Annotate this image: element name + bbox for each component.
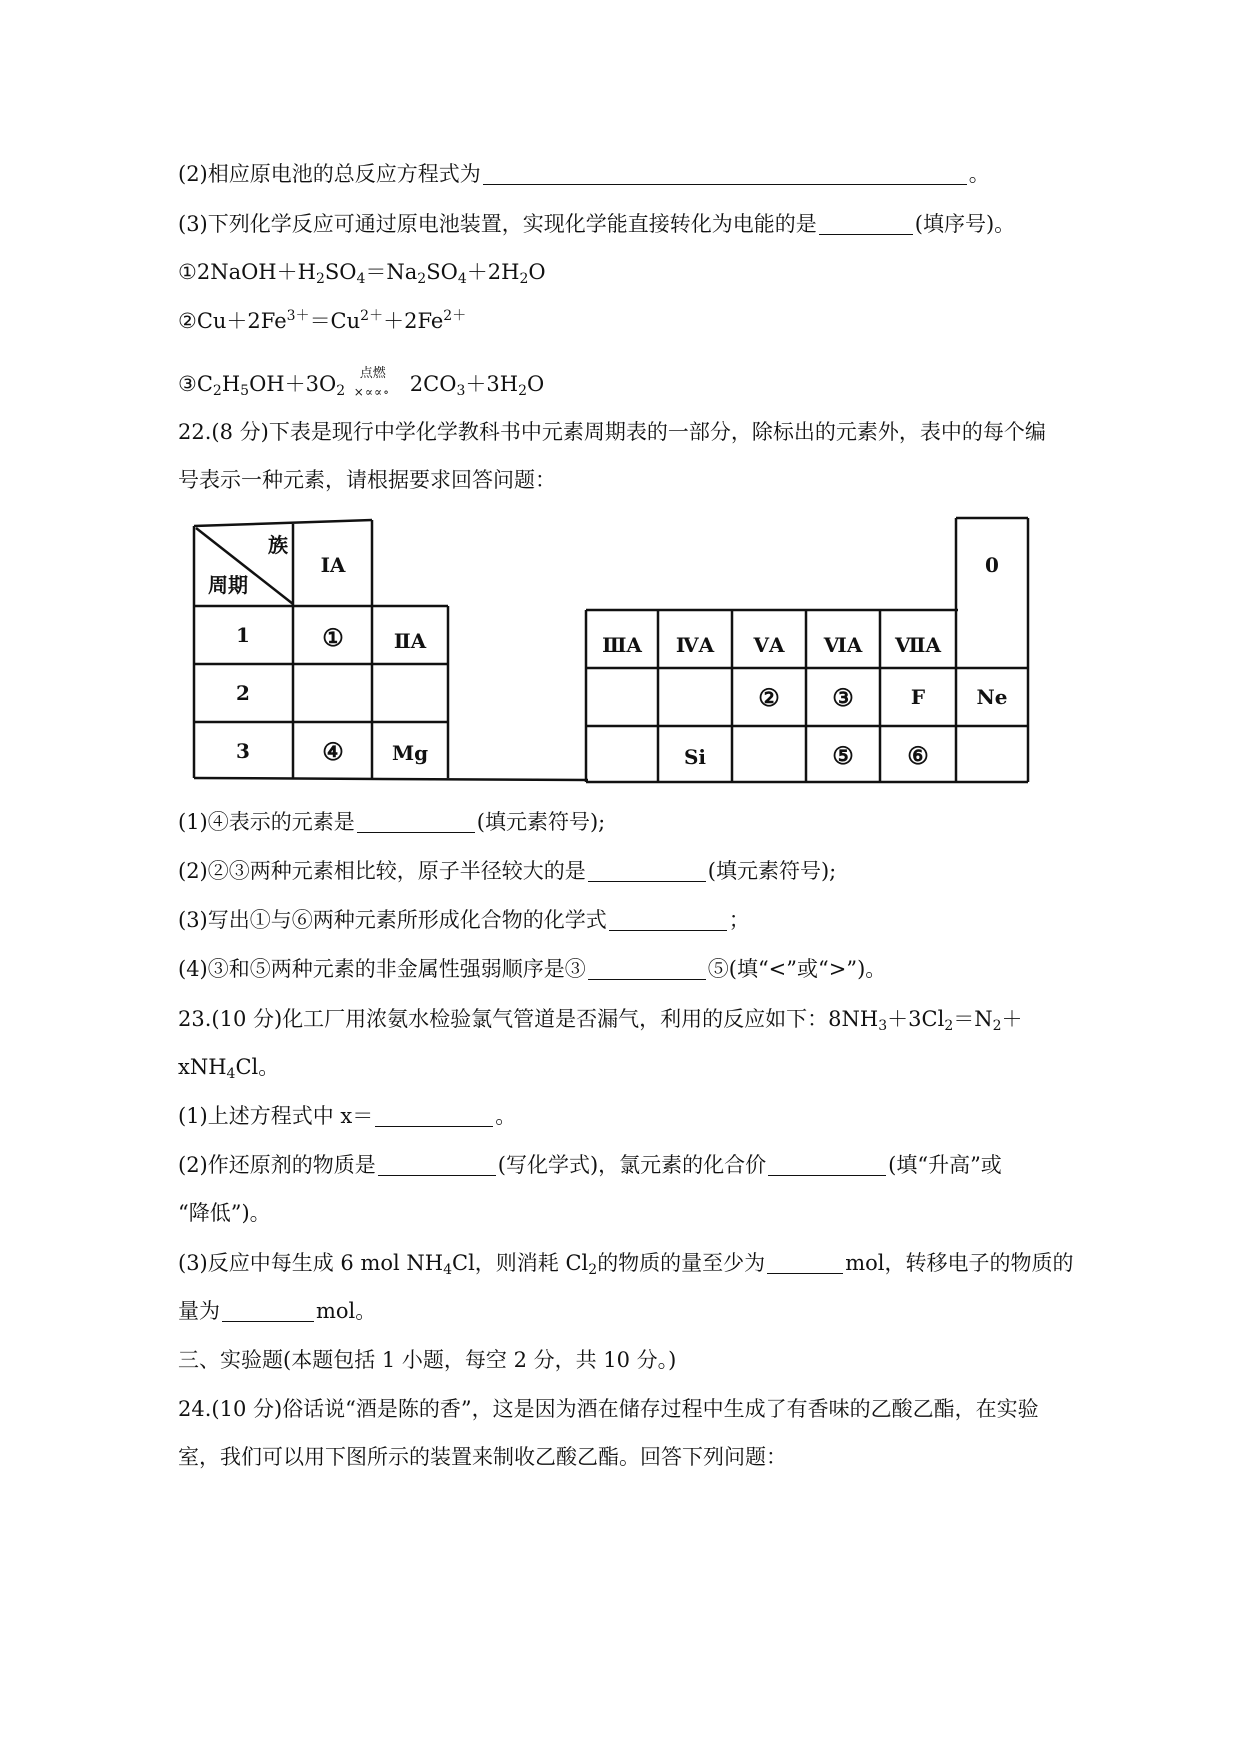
answer-blank[interactable] xyxy=(375,1105,493,1127)
q23-part1: (1)上述方程式中 x＝ 。 xyxy=(178,1104,517,1128)
answer-blank[interactable] xyxy=(768,1154,886,1176)
answer-blank[interactable] xyxy=(483,163,967,185)
element-F: F xyxy=(910,685,926,709)
q23-intro-cont: xNH$_4$Cl。 xyxy=(178,1055,280,1082)
element-3: ③ xyxy=(832,683,854,712)
group-2-header: ⅡA xyxy=(393,629,427,653)
group-1-header: ⅠA xyxy=(320,553,346,577)
element-4: ④ xyxy=(322,737,344,766)
element-6: ⑥ xyxy=(907,741,929,770)
group-13-header: ⅢA xyxy=(602,633,642,657)
answer-blank[interactable] xyxy=(357,811,475,833)
q21-part3: (3)下列化学反应可通过原电池装置，实现化学能直接转化为电能的是 (填序号)。 xyxy=(178,212,1016,236)
answer-blank[interactable] xyxy=(609,909,727,931)
q22-intro-cont: 号表示一种元素，请根据要求回答问题： xyxy=(178,468,556,492)
section-heading: 三、实验题(本题包括 1 小题，每空 2 分，共 10 分。) xyxy=(178,1348,677,1372)
answer-blank[interactable] xyxy=(588,860,706,882)
q22-part2: (2)②③两种元素相比较，原子半径较大的是 (填元素符号); xyxy=(178,859,837,883)
q24-intro-cont: 室，我们可以用下图所示的装置来制收乙酸乙酯。回答下列问题： xyxy=(178,1445,787,1469)
periodic-table-fragment xyxy=(188,512,1034,790)
q21-part2: (2)相应原电池的总反应方程式为 。 xyxy=(178,162,990,186)
group-17-header: ⅦA xyxy=(894,633,942,657)
element-Mg: Mg xyxy=(391,741,429,765)
q23-part2: (2)作还原剂的物质是 (写化学式)，氯元素的化合价 (填“升高”或 xyxy=(178,1153,1002,1177)
q22-part3: (3)写出①与⑥两种元素所形成化合物的化学式 ； xyxy=(178,908,750,932)
q22-part4: (4)③和⑤两种元素的非金属性强弱顺序是③ ⑤(填“<”或“>”)。 xyxy=(178,957,887,981)
period-3-label: 3 xyxy=(236,739,250,763)
corner-period-label: 周期 xyxy=(208,573,248,597)
answer-blank[interactable] xyxy=(378,1154,496,1176)
period-1-label: 1 xyxy=(236,623,250,647)
answer-blank[interactable] xyxy=(767,1252,843,1274)
reaction-3: $③C_2H_5OH+3O_2$ 点燃 ×∝∝∘ $2CO_3+3H_2O$ xyxy=(178,365,545,399)
answer-blank[interactable] xyxy=(819,213,913,235)
reaction-condition: 点燃 ×∝∝∘ xyxy=(353,365,390,399)
q23-intro: 23.(10 分)化工厂用浓氨水检验氯气管道是否漏气，利用的反应如下：$8NH_3+3Cl_2=N_2+$ xyxy=(178,1007,1023,1034)
element-Si: Si xyxy=(683,745,707,769)
corner-group-label: 族 xyxy=(268,533,288,557)
q24-intro: 24.(10 分)俗话说“酒是陈的香”，这是因为酒在储存过程中生成了有香味的乙酸乙酯，在实验 xyxy=(178,1397,1039,1421)
q23-part3: (3)反应中每生成 6 mol $NH_4Cl$，则消耗 $Cl_2$的物质的量至少为 mol，转移电子的物质的 xyxy=(178,1251,1074,1278)
element-5: ⑤ xyxy=(832,741,854,770)
q23-part2-cont: “降低”)。 xyxy=(178,1201,271,1225)
element-1: ① xyxy=(322,623,344,652)
reaction-2: $②Cu+2Fe^{3+}=Cu^{2+}+2Fe^{2+}$ xyxy=(178,308,467,333)
q23-part3-cont: 量为 mol。 xyxy=(178,1299,377,1323)
reaction-1: $①2NaOH+H_2SO_4=Na_2SO_4+2H_2O$ xyxy=(178,260,546,287)
answer-blank[interactable] xyxy=(588,958,706,980)
group-16-header: ⅥA xyxy=(823,633,863,657)
q22-intro: 22.(8 分)下表是现行中学化学教科书中元素周期表的一部分，除标出的元素外，表中的每个编 xyxy=(178,420,1046,444)
group-15-header: ⅤA xyxy=(753,633,785,657)
group-0-header: 0 xyxy=(985,553,999,577)
period-2-label: 2 xyxy=(236,681,250,705)
answer-blank[interactable] xyxy=(222,1300,314,1322)
element-Ne: Ne xyxy=(976,685,1008,709)
q22-part1: (1)④表示的元素是 (填元素符号); xyxy=(178,810,606,834)
group-14-header: ⅣA xyxy=(675,633,715,657)
element-2: ② xyxy=(758,683,780,712)
